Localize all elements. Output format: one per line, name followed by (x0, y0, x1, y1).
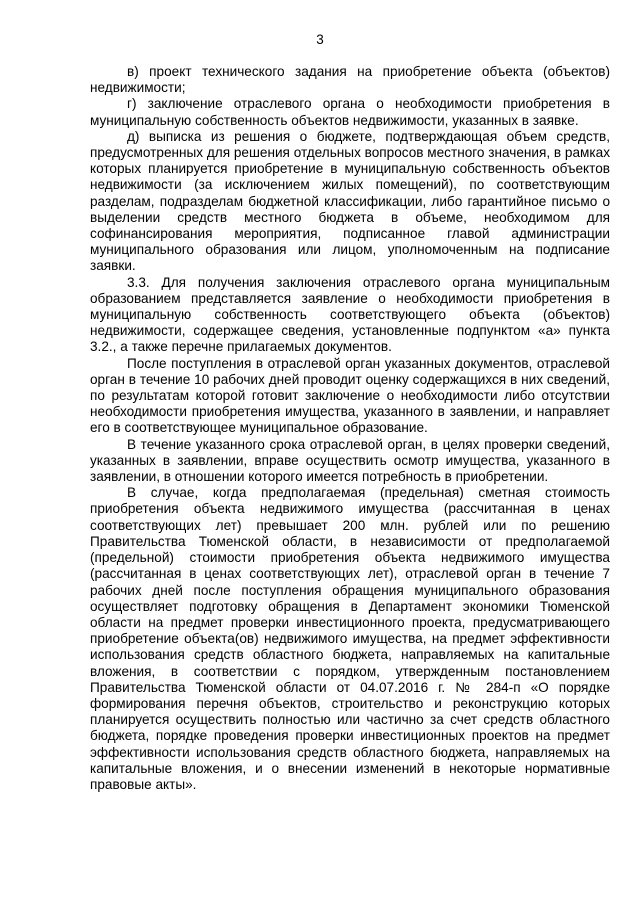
paragraph-item-g: г) заключение отраслевого органа о необходимости приобретения в муниципальную собственность объектов недвижимости, указанных в заявке. (90, 96, 610, 128)
page-number: 3 (316, 32, 324, 47)
paragraph-investment-check: В случае, когда предполагаемая (предельная) сметная стоимость приобретения объекта недвижимого имущества (рассчитанная в ценах соответствующих лет) превышает 200 млн. рублей или по решению Правительства Тюменской области, в независимости от предполагаемой (предельной) стоимости приобретения объекта недвижимого имущества (рассчитанная в ценах соответствующих лет), отраслевой орган в течение 7 рабочих дней после поступления обращения муниципального образования осуществляет подготовку обращения в Департамент экономики Тюменской области на предмет проверки инвестиционного проекта, предусматривающего приобретение объекта(ов) недвижимого имущества, на предмет эффективности использования средств областного бюджета, направляемых на капитальные вложения, в соответствии с порядком, утвержденным постановлением Правительства Тюменской области от 04.07.2016 г. № 284-п «О порядке формирования перечня объектов, строительство и реконструкцию которых планируется осуществить полностью или частично за счет средств областного бюджета, порядке проведения проверки инвестиционных проектов на предмет эффективности использования средств областного бюджета, направляемых на капитальные вложения, и о внесении изменений в некоторые нормативные правовые акты». (90, 485, 610, 792)
paragraph-clause-3-3: 3.3. Для получения заключения отраслевого органа муниципальным образованием представляется заявление о необходимости приобретения в муниципальную собственность соответствующего объекта (объектов) недвижимости, содержащее сведения, установленные подпунктом «а» пункта 3.2., а также перечне прилагаемых документов. (90, 274, 610, 355)
paragraph-item-d: д) выписка из решения о бюджете, подтверждающая объем средств, предусмотренных для решения отдельных вопросов местного значения, в рамках которых планируется приобретение в муниципальную собственность объектов недвижимости (за исключением жилых помещений), по соответствующим разделам, подразделам бюджетной классификации, либо гарантийное письмо о выделении средств местного бюджета в объеме, необходимом для софинансирования мероприятия, подписанное главой администрации муниципального образования или лицом, уполномоченным на подписание заявки. (90, 128, 610, 274)
paragraph-inspection: В течение указанного срока отраслевой орган, в целях проверки сведений, указанных в заявлении, вправе осуществить осмотр имущества, указанного в заявлении, в отношении которого имеется потребность в приобретении. (90, 436, 610, 485)
document-body (90, 64, 610, 793)
paragraph-assessment: После поступления в отраслевой орган указанных документов, отраслевой орган в течение 10 рабочих дней проводит оценку содержащихся в них сведений, по результатам которой готовит заключение о необходимости либо отсутствии необходимости приобретения имущества, указанного в заявлении, и направляет его в соответствующее муниципальное образование. (90, 355, 610, 436)
paragraph-item-v: в) проект технического задания на приобретение объекта (объектов) недвижимости; (90, 64, 610, 96)
